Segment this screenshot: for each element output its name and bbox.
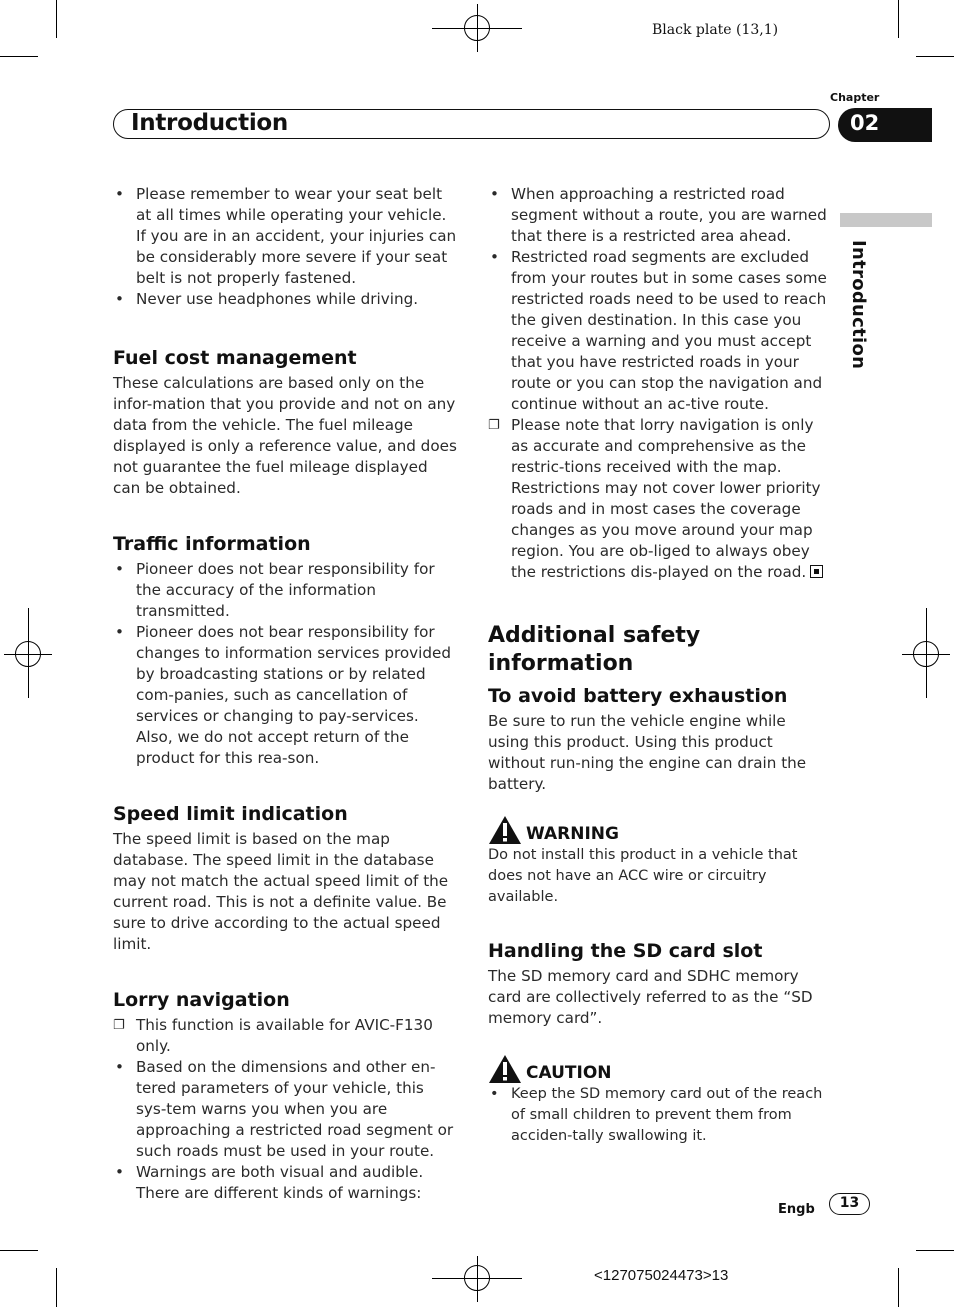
- warning-header: [488, 815, 830, 845]
- section-heading: Handling the SD card slot: [488, 940, 763, 962]
- paragraph: The speed limit is based on the map database. The speed limit in the database may not match the actual speed limit of the current road. This is not a definite value. Be sure to drive according to the actual speed limit.: [113, 830, 449, 953]
- crop-mark: [916, 1250, 954, 1251]
- warning-label: WARNING: [526, 824, 619, 844]
- crop-mark: [898, 0, 899, 38]
- note-list: [113, 1015, 457, 1057]
- language-code: Engb: [778, 1202, 815, 1217]
- page-title: Introduction: [131, 110, 288, 136]
- crop-mark: [0, 56, 38, 57]
- chapter-tab: [838, 108, 932, 142]
- list-item: • Pioneer does not bear responsibility for changes to information services provided by broadcasting stations or by related com-panies, such as cancellation of services or changing to pay-services. Also, we do not accept return of the product for this rea-son.: [113, 622, 457, 769]
- registration-line: [477, 1256, 478, 1302]
- section-heading: Traffic information: [113, 533, 311, 555]
- registration-line: [477, 4, 478, 52]
- traffic-bullet-list: [113, 559, 457, 769]
- caution-label: CAUTION: [526, 1063, 612, 1083]
- note-item: ❐ This function is available for AVIC-F130 only.: [113, 1015, 457, 1057]
- lorry-bullet-list: [113, 1057, 457, 1204]
- chapter-number: 02: [850, 111, 880, 135]
- warning-text: Do not install this product in a vehicle that does not have an ACC wire or circuitry available.: [488, 847, 798, 905]
- note-text: Please note that lorry navigation is only as accurate and comprehensive as the restric-tions received with the map. Restrictions may not cover lower priority roads and in most cases the coverage changes as you move around your map region. You are ob-liged to always obey the restrictions dis-played on the road.: [511, 416, 821, 581]
- caution-header: [488, 1054, 830, 1084]
- caution-icon: [488, 1054, 522, 1084]
- list-item: • Never use headphones while driving.: [113, 289, 457, 310]
- document-code: <127075024473>13: [594, 1267, 729, 1284]
- crop-mark: [56, 1268, 57, 1307]
- section-title: Additional safety information: [488, 623, 701, 676]
- section-heading: Lorry navigation: [113, 989, 290, 1011]
- intro-bullet-list: [113, 184, 457, 310]
- registration-line: [926, 608, 927, 698]
- warning-kinds-list: [488, 184, 830, 415]
- right-column: [488, 184, 830, 1147]
- chapter-label: Chapter: [830, 91, 880, 104]
- side-tab-label: Introduction: [848, 240, 869, 370]
- list-item: • Based on the dimensions and other en-tered parameters of your vehicle, this sys-tem warns you when you are approaching a restricted road segment or such roads must be used in your route.: [113, 1057, 457, 1162]
- crop-mark: [898, 1268, 899, 1307]
- warning-icon: [488, 815, 522, 845]
- paragraph: These calculations are based only on the infor-mation that you provide and not on any data from the vehicle. The fuel mileage displayed is only a reference value, and does not guarantee the fuel mileage displayed can be obtained.: [113, 374, 457, 497]
- list-item: • Pioneer does not bear responsibility for the accuracy of the information transmitted.: [113, 559, 457, 622]
- section-heading: Speed limit indication: [113, 803, 348, 825]
- crop-mark: [56, 0, 57, 38]
- page-number: 13: [829, 1193, 870, 1215]
- side-tab-bar: [840, 213, 932, 227]
- caution-list: [488, 1084, 830, 1147]
- note-item: [488, 415, 830, 583]
- list-item: • Warnings are both visual and audible. There are different kinds of warnings:: [113, 1162, 457, 1204]
- paragraph: The SD memory card and SDHC memory card are collectively referred to as the “SD memory card”.: [488, 967, 813, 1027]
- crop-mark: [0, 1250, 38, 1251]
- list-item: • When approaching a restricted road segment without a route, you are warned that there is a restricted area ahead.: [488, 184, 830, 247]
- crop-mark: [916, 56, 954, 57]
- end-mark-icon: [810, 565, 823, 578]
- plate-label: Black plate (13,1): [652, 22, 779, 38]
- list-item: • Keep the SD memory card out of the reach of small children to prevent them from acciden-tally swallowing it.: [488, 1084, 830, 1147]
- list-item: • Restricted road segments are excluded from your routes but in some cases some restricted roads need to be used to reach the given destination. In this case you receive a warning and you must accept that you have restricted roads in your route or you can stop the navigation and continue without an ac-tive route.: [488, 247, 830, 415]
- registration-line: [28, 608, 29, 698]
- note-list: [488, 415, 830, 583]
- left-column: [113, 184, 457, 1204]
- section-heading: Fuel cost management: [113, 347, 357, 369]
- list-item: • Please remember to wear your seat belt at all times while operating your vehicle. If you are in an accident, your injuries can be considerably more severe if your seat belt is not properly fastened.: [113, 184, 457, 289]
- section-heading: To avoid battery exhaustion: [488, 685, 788, 707]
- paragraph: Be sure to run the vehicle engine while using this product. Using this product without run-ning the engine can drain the battery.: [488, 712, 807, 793]
